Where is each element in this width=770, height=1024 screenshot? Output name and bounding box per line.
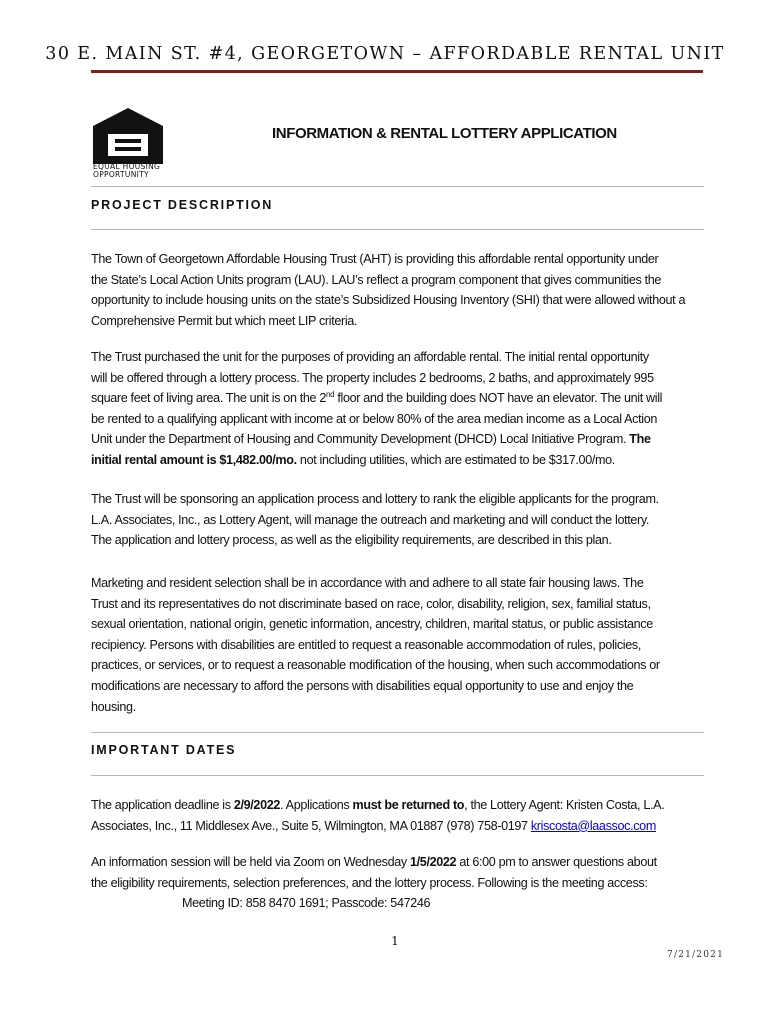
text-line: will be offered through a lottery process. The property includes 2 bedrooms, 2 baths, and approximately 995 [91, 370, 654, 385]
text-line: L.A. Associates, Inc., as Lottery Agent, will manage the outreach and marketing and will conduct the lottery. [91, 512, 650, 527]
text-line [91, 429, 711, 450]
superscript: nd [326, 390, 335, 399]
paragraph-information-session [91, 852, 711, 914]
divider [91, 186, 704, 187]
text-line: The Trust purchased the unit for the purposes of providing an affordable rental. The initial rental opportunity [91, 350, 649, 364]
text-line: Comprehensive Permit but which meet LIP criteria. [91, 313, 358, 328]
text-segment: An information session will be held via Zoom on Wednesday [91, 855, 410, 869]
meeting-access-line: Meeting ID: 858 8470 1691; Passcode: 547246 [182, 896, 431, 911]
text-line: modifications are necessary to afford the persons with disabilities equal opportunity to use and enjoy the [91, 678, 634, 693]
text-line [91, 795, 711, 816]
text-line: the State’s Local Action Units program (LAU). LAU’s reflect a program component that gives communities the [91, 272, 662, 287]
paragraph-intro [91, 249, 711, 331]
paragraph-unit-details [91, 347, 711, 471]
text-line: sexual orientation, national origin, genetic information, ancestry, children, marital status, or public assistance [91, 617, 653, 632]
caption-line-1: EQUAL HOUSING [93, 162, 161, 171]
text-line: practices, or services, or to request a reasonable modification of the housing, when such accommodations or [91, 658, 660, 673]
text-segment: square feet of living area. The unit is on the 2 [91, 391, 327, 406]
text-line: opportunity to include housing units on the state’s Subsidized Housing Inventory (SHI) that were allowed without a [91, 293, 686, 308]
footer-date: 7/21/2021 [667, 950, 724, 960]
text-segment: Associates, Inc., 11 Middlesex Ave., Suite 5, Wilmington, MA 01887 (978) 758-0197 [91, 818, 531, 833]
text-line: recipiency. Persons with disabilities are entitled to request a reasonable accommodation of rules, policies, [91, 637, 641, 652]
text-line: housing. [91, 699, 136, 714]
section-heading-important-dates: IMPORTANT DATES [91, 743, 237, 757]
page-number: 1 [391, 934, 399, 948]
text-line [91, 852, 711, 873]
text-line: Marketing and resident selection shall be in accordance with and adhere to all state fair housing laws. The [91, 576, 644, 590]
text-segment: floor and the building does NOT have an elevator. The unit will [334, 391, 663, 406]
divider [91, 732, 704, 733]
text-segment: Unit under the Department of Housing and Community Development (DHCD) Local Initiative Program. [91, 432, 630, 447]
page-header-title: 30 E. MAIN ST. #4, GEORGETOWN – AFFORDABLE RENTAL UNIT [45, 44, 725, 64]
header-rule [91, 70, 703, 73]
text-line: The Trust will be sponsoring an application process and lottery to rank the eligible applicants for the program. [91, 492, 659, 506]
rent-emphasis: The [629, 432, 651, 447]
text-line: the eligibility requirements, selection preferences, and the lottery process. Following is the meeting access: [91, 875, 648, 890]
text-line [91, 816, 711, 837]
text-line: The Town of Georgetown Affordable Housing Trust (AHT) is providing this affordable rental opportunity under [91, 252, 659, 266]
paragraph-fair-housing [91, 573, 711, 717]
caption-line-2: OPPORTUNITY [93, 170, 149, 179]
text-segment: , the Lottery Agent: Kristen Costa, L.A. [464, 798, 665, 812]
divider [91, 775, 704, 776]
text-segment: at 6:00 pm to answer questions about [456, 855, 657, 869]
text-line: Trust and its representatives do not discriminate based on race, color, disability, religion, sex, familial status, [91, 596, 651, 611]
equal-housing-caption [93, 163, 167, 179]
text-segment: not including utilities, which are estimated to be $317.00/mo. [296, 452, 615, 467]
text-line [91, 388, 711, 409]
session-date: 1/5/2022 [409, 855, 457, 869]
paragraph-lottery-process [91, 489, 711, 551]
paragraph-application-deadline [91, 795, 711, 836]
text-segment: The application deadline is [91, 798, 234, 812]
text-line [91, 450, 711, 471]
text-line: be rented to a qualifying applicant with income at or below 80% of the area median income as a Local Action [91, 411, 658, 426]
deadline-date: 2/9/2022 [233, 798, 281, 812]
section-heading-project-description: PROJECT DESCRIPTION [91, 198, 274, 212]
rent-amount: initial rental amount is $1,482.00/mo. [91, 452, 297, 467]
text-segment: . Applications [280, 798, 353, 812]
divider [91, 229, 704, 230]
document-title: INFORMATION & RENTAL LOTTERY APPLICATION [272, 125, 617, 142]
text-line: The application and lottery process, as well as the eligibility requirements, are described in this plan. [91, 533, 612, 548]
lottery-agent-email-link[interactable]: kriscosta@laassoc.com [530, 818, 656, 833]
return-instruction: must be returned to [352, 798, 465, 812]
